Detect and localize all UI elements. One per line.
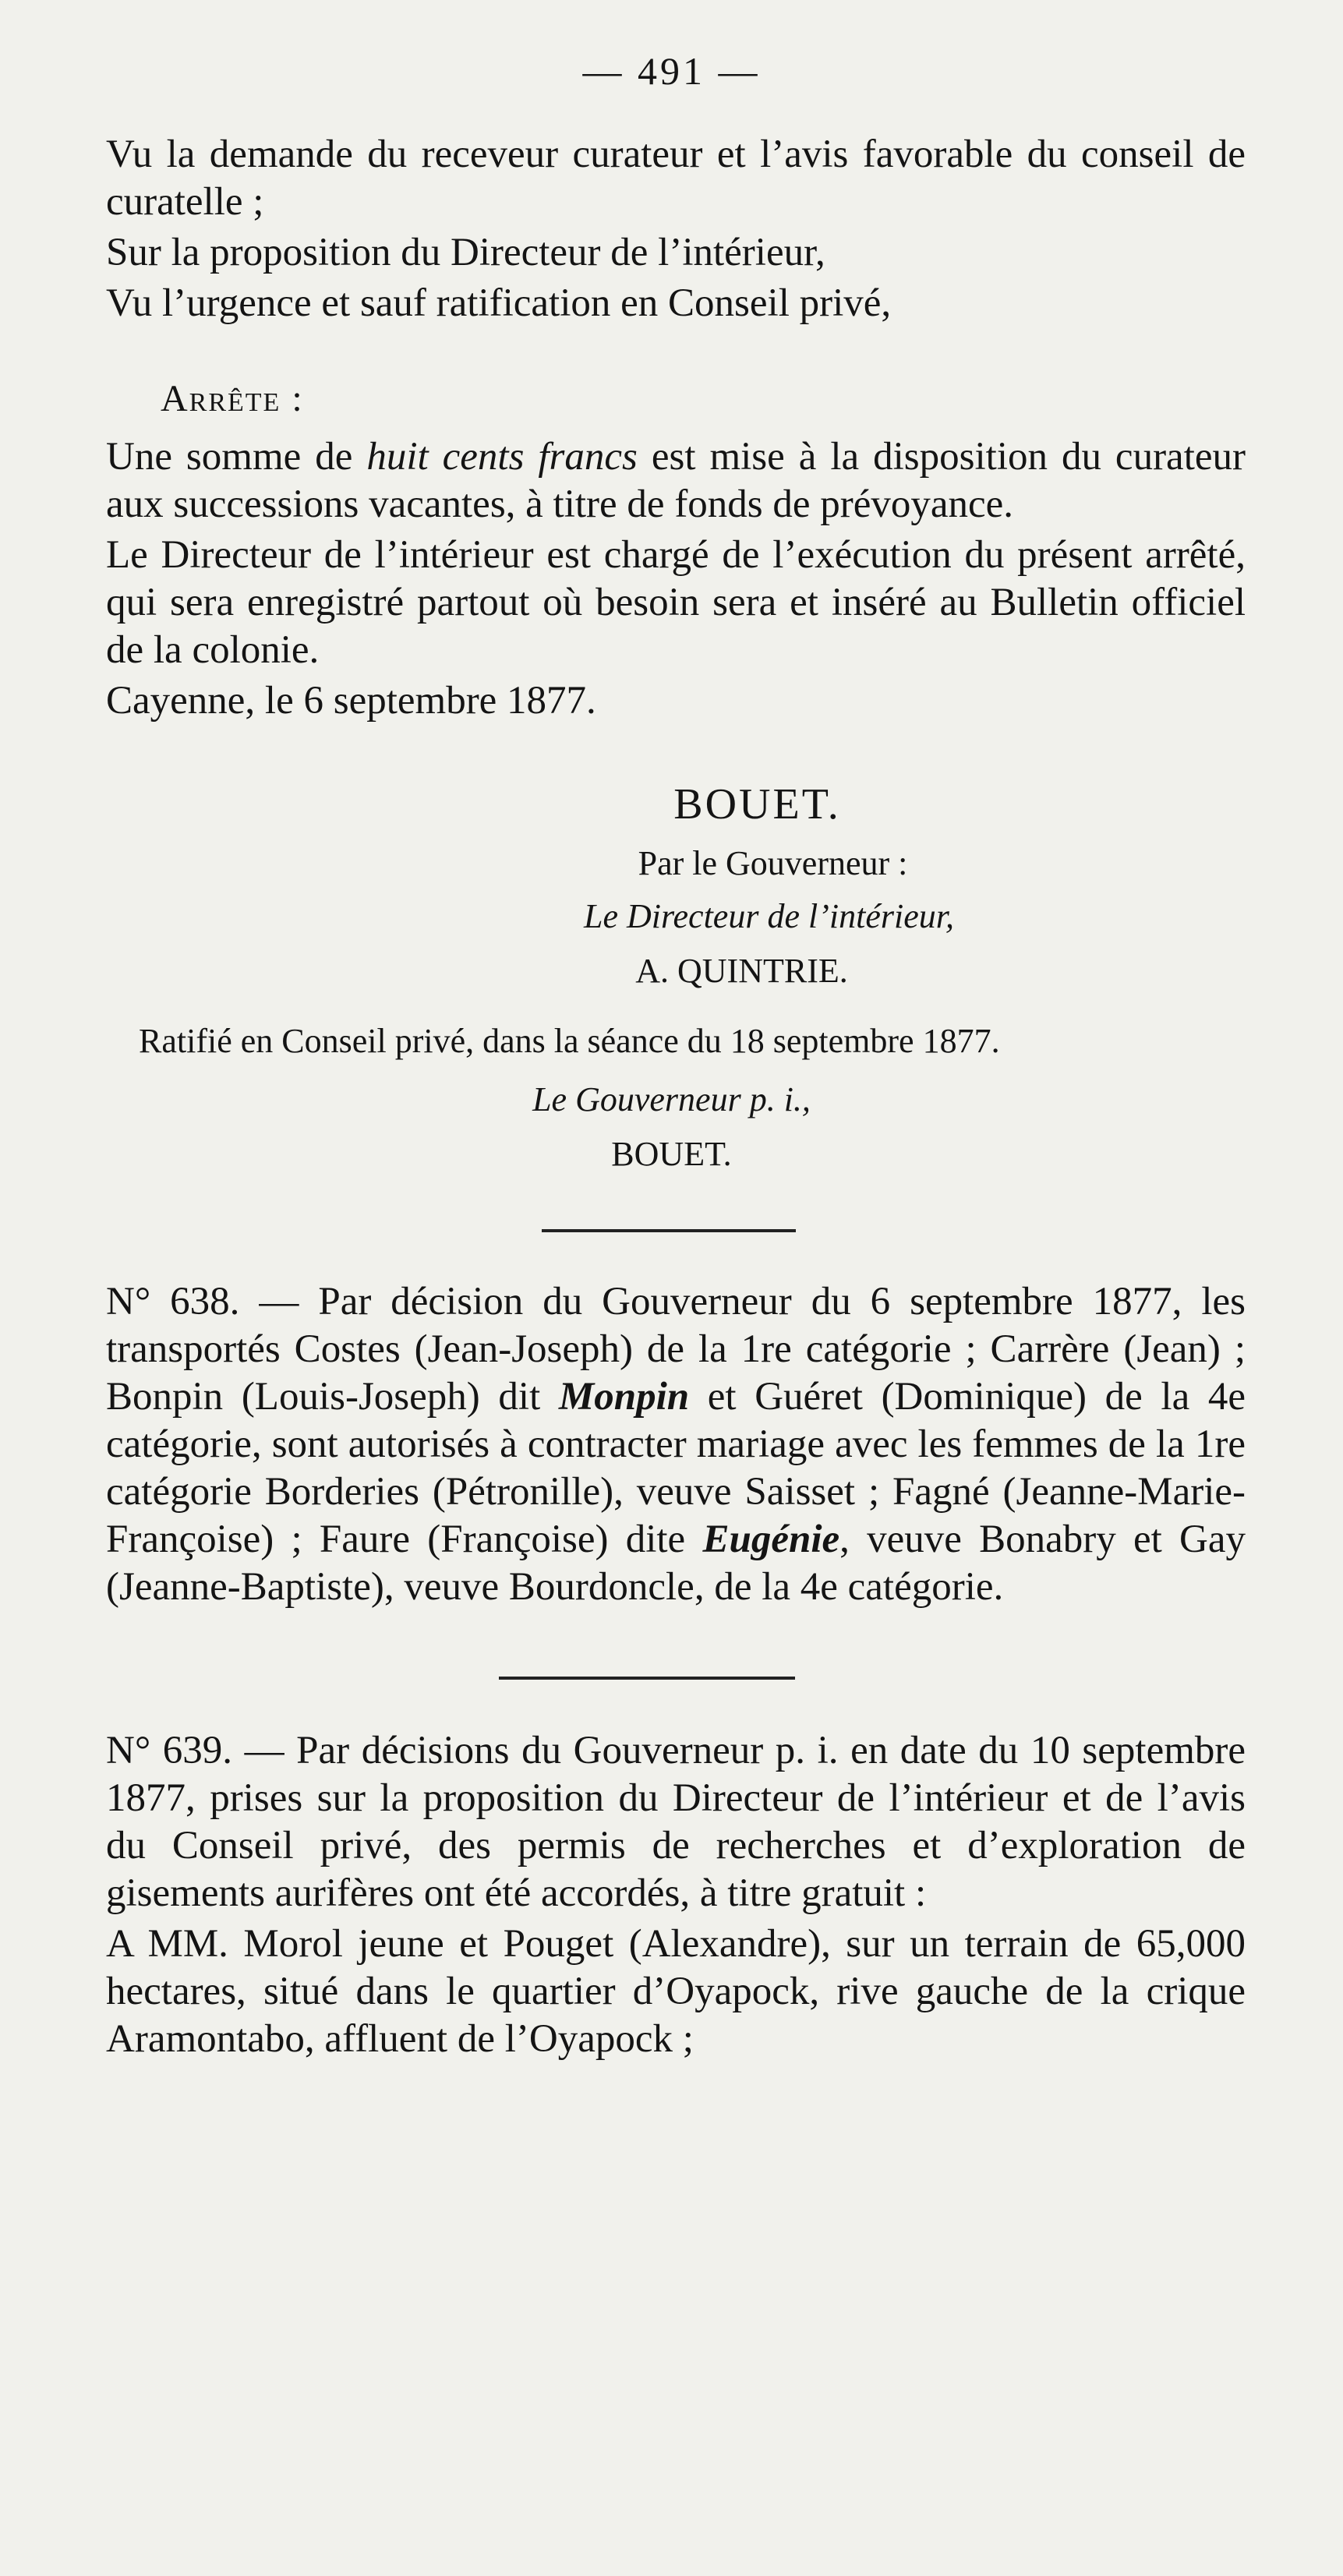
decree-paragraph-execution	[106, 532, 1246, 674]
item-639-paragraph-2	[106, 1921, 1246, 2063]
signature-by-governor: Par le Gouverneur :	[638, 844, 908, 882]
decree-block	[106, 433, 1246, 725]
ratification-line: Ratifié en Conseil privé, dans la séance du 18 septembre 1877.	[139, 1022, 1000, 1060]
intro-line-proposition-text: Sur la proposition du Directeur de l’intérieur,	[106, 231, 825, 274]
signature-governor-name: BOUET.	[611, 1135, 732, 1173]
intro-line-demande	[106, 131, 1246, 226]
item-638-alias-monpin: Monpin	[558, 1375, 690, 1419]
intro-line-urgence	[106, 280, 1246, 327]
decree-place-date-text: Cayenne, le 6 septembre 1877.	[106, 679, 596, 723]
item-638-paragraph	[106, 1278, 1246, 1611]
decree-paragraph-sum	[106, 433, 1246, 528]
decree-sum-text-a: Une somme de	[106, 435, 367, 479]
page-number: — 491 —	[582, 49, 761, 93]
item-638-text-b: et Guéret (Dominique) de la 4e catégorie, sont autorisés à contracter mariage avec les femmes de la 1re catégorie Borderies (Pétronille), veuve Saisset ; Fagné (Jeanne-Marie-Françoise) ; Faure (Françoise) dite	[106, 1375, 1246, 1561]
signature-director-name: A. QUINTRIE.	[635, 952, 848, 990]
item-639-paragraph-1	[106, 1727, 1246, 1917]
intro-line-proposition	[106, 229, 1246, 277]
item-638-text-c: , veuve Bonabry et Gay (Jeanne-Baptiste), veuve Bourdoncle, de la 4e catégorie.	[106, 1518, 1246, 1609]
decree-place-date	[106, 677, 1246, 725]
separator-rule-1	[542, 1229, 796, 1232]
item-638-text-a: N° 638. — Par décision du Gouverneur du 6 septembre 1877, les transportés Costes (Jean-Joseph) de la 1re catégorie ; Carrère (Jean) ; Bonpin (Louis-Joseph) dit	[106, 1280, 1246, 1419]
signature-governor-title: Le Gouverneur p. i.,	[532, 1080, 811, 1118]
intro-line-demande-text: Vu la demande du receveur curateur et l’avis favorable du conseil de curatelle ;	[106, 133, 1246, 224]
item-639-text-2: A MM. Morol jeune et Pouget (Alexandre), sur un terrain de 65,000 hectares, situé dans le quartier d’Oyapock, rive gauche de la crique Aramontabo, affluent de l’Oyapock ;	[106, 1922, 1246, 2061]
item-639-block	[106, 1727, 1246, 2063]
decree-sum-amount: huit cents francs	[366, 435, 638, 479]
arrete-heading: Arrête :	[161, 378, 304, 419]
signature-name: BOUET.	[673, 780, 841, 829]
item-639-text-1: N° 639. — Par décisions du Gouverneur p. i. en date du 10 septembre 1877, prises sur la proposition du Directeur de l’intérieur et de l’avis du Conseil privé, des permis de recherches et d’exploration de gisements aurifères ont été accordés, à titre gratuit :	[106, 1729, 1246, 1915]
decree-sum-text-b: est mise à la disposition du curateur aux successions vacantes, à titre de fonds de prévoyance.	[106, 435, 1246, 526]
intro-line-urgence-text: Vu l’urgence et sauf ratification en Conseil privé,	[106, 281, 892, 325]
item-638-alias-eugenie: Eugénie	[702, 1518, 840, 1561]
separator-rule-2	[499, 1677, 795, 1680]
decree-execution-text: Le Directeur de l’intérieur est chargé de l’exécution du présent arrêté, qui sera enregistré partout où besoin sera et inséré au Bulletin officiel de la colonie.	[106, 533, 1246, 672]
signature-director-title: Le Directeur de l’intérieur,	[584, 897, 954, 935]
intro-block	[106, 131, 1246, 327]
item-638-block	[106, 1278, 1246, 1611]
